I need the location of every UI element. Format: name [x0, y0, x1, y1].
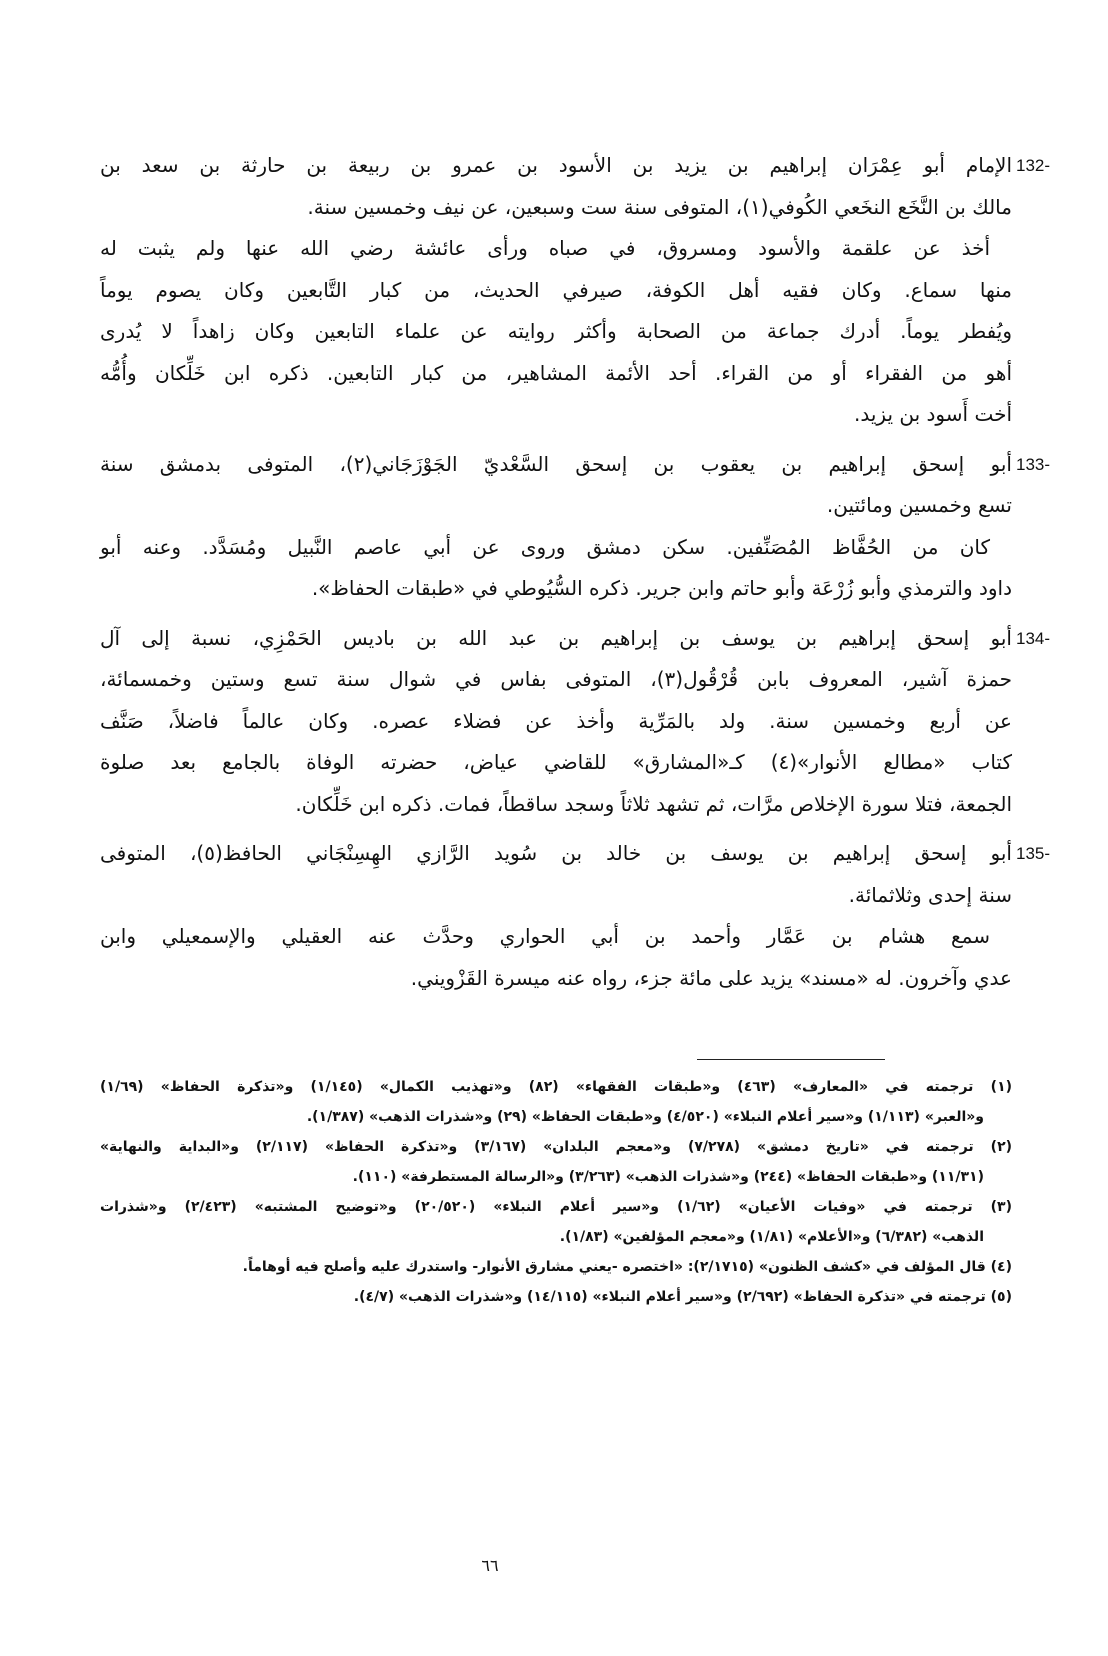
footnote-separator: [697, 1059, 885, 1060]
footnote: [100, 1282, 1012, 1312]
entry-number: 132-: [1016, 156, 1051, 175]
entry-body-line: داود والترمذي وأبو زُرْعَة وأبو حاتم وابن جرير. ذكره السُّيُوطي في «طبقات الحفاظ».: [311, 576, 1012, 600]
footnote: [100, 1132, 1012, 1192]
entry-body-line: أخت أَسود بن يزيد.: [854, 402, 1012, 426]
entry-body-line: سمع هشام بن عَمَّار وأحمد بن أبي الحواري وحدَّث عنه العقيلي والإسمعيلي وابن: [100, 924, 990, 948]
page-number: ٦٦: [481, 1556, 499, 1575]
biography-entry: [100, 444, 1051, 610]
entry-heading-line: [100, 187, 1012, 229]
line-text: مالك بن النَّخَع النخَعي الكُوفي(١)، المتوفى سنة ست وسبعين، عن نيف وخمسين سنة.: [307, 194, 1012, 219]
entry-heading-line: [100, 485, 1012, 527]
entry-heading: [100, 618, 1051, 660]
entry-body-line: ويُفطر يوماً. أدرك جماعة من الصحابة وأكثر روايته عن علماء التابعين وكان زاهداً لا يُدرى: [100, 319, 1012, 343]
main-text: [100, 145, 1051, 999]
footnote-line: و«العبر» (١/١١٣) و«سير أعلام النبلاء» (٤/٥٢٠) و«طبقات الحفاظ» (٢٩) و«شذرات الذهب» (١/٣٨٧).: [306, 1109, 984, 1125]
entry-body-line: أخذ عن علقمة والأسود ومسروق، في صباه ورأى عائشة رضي الله عنها ولم يثبت له: [100, 236, 990, 260]
footnote-line: (٤) قال المؤلف في «كشف الظنون» (٢/١٧١٥): «اختصره -يعني مشارق الأنوار- واستدرك عليه وأصلح فيه أوهاماً.: [242, 1259, 1012, 1275]
entry-body-line: كان من الحُفَّاظ المُصَنِّفين. سكن دمشق وروى عن أبي عاصم النَّبيل ومُسَدَّد. وعنه أبو: [100, 534, 990, 559]
entry-number: 133-: [1016, 454, 1051, 474]
entry-heading-line: [100, 875, 1012, 917]
entry-heading-line: [100, 701, 1012, 743]
entry-number: 135-: [1016, 844, 1051, 863]
biography-entry: [100, 833, 1051, 999]
line-text: سنة إحدى وثلاثمائة.: [848, 882, 1012, 907]
entry-number: 134-: [1016, 628, 1051, 648]
footnotes: [100, 1072, 1012, 1312]
footnote-line: (١) ترجمته في «المعارف» (٤٦٣) و«طبقات الفقهاء» (٨٢) و«تهذيب الكمال» (١/١٤٥) و«تذكرة الحفاظ» (١/٦٩): [100, 1079, 1013, 1095]
line-text: حمزة آشير، المعروف بابن قُرْقُول(٣)، المتوفى بفاس في شوال سنة تسع وستين وخمسمائة،: [100, 667, 1012, 691]
entry-body-line: منها سماع. وكان فقيه أهل الكوفة، صيرفي الحديث، من كبار التَّابعين وكان يصوم يوماً: [100, 277, 1012, 302]
line-text: عن أربع وخمسين سنة. ولد بالمَرِّية وأخذ عن فضلاء عصره. وكان عالماً فاضلاً، صَنَّف: [100, 708, 1012, 733]
footnote-line: (٣) ترجمته في «وفيات الأعيان» (١/٦٢) و«سير أعلام النبلاء» (٢٠/٥٢٠) و«توضيح المشتبه» (٢/٤٢٣) و«شذرات: [100, 1199, 1012, 1215]
line-text: تسع وخمسين ومائتين.: [826, 493, 1012, 517]
footnote-line: (١١/٣١) و«طبقات الحفاظ» (٢٤٤) و«شذرات الذهب» (٣/٢٦٣) و«الرسالة المستطرفة» (١١٠).: [352, 1169, 984, 1185]
entry-body-line: عدي وآخرون. له «مسند» يزيد على مائة جزء، رواه عنه ميسرة القَزْويني.: [410, 965, 1012, 990]
biography-entry: [100, 145, 1051, 436]
line-text: أبو إسحق إبراهيم بن يعقوب بن إسحق السَّعْديّ الجَوْزَجَاني(٢)، المتوفى بدمشق سنة: [100, 451, 1012, 476]
footnote: [100, 1252, 1012, 1282]
page-body: [100, 145, 1051, 1312]
entry-heading: [100, 444, 1051, 486]
entry-heading-line: [100, 659, 1012, 701]
footnote: [100, 1192, 1012, 1252]
line-text: أبو إسحق إبراهيم بن يوسف بن إبراهيم بن عبد الله بن باديس الحَمْزِي، نسبة إلى آل: [100, 625, 1012, 650]
line-text: الجمعة، فتلا سورة الإخلاص مرَّات، ثم تشهد ثلاثاً وسجد ساقطاً، فمات. ذكره ابن خَلِّكان.: [295, 791, 1012, 816]
footnote-line: الذهب» (٦/٣٨٢) و«الأعلام» (١/٨١) و«معجم المؤلفين» (١/٨٣).: [559, 1229, 984, 1245]
footnote-line: (٥) ترجمته في «تذكرة الحفاظ» (٢/٦٩٢) و«سير أعلام النبلاء» (١٤/١١٥) و«شذرات الذهب» (٤/٧).: [353, 1289, 1012, 1305]
entry-heading-line: [100, 742, 1012, 784]
entry-body-line: أهو من الفقراء أو من القراء. أحد الأئمة المشاهير، من كبار التابعين. ذكره ابن خَلِّكان وأُمُّه: [100, 360, 1012, 385]
footnote: [100, 1072, 1012, 1132]
biography-entry: [100, 618, 1051, 826]
footnote-line: (٢) ترجمته في «تاريخ دمشق» (٧/٢٧٨) و«معجم البلدان» (٣/١٦٧) و«تذكرة الحفاظ» (٢/١١٧) و«البداية والنهاية»: [100, 1139, 1013, 1155]
line-text: أبو إسحق إبراهيم بن يوسف بن خالد بن سُويد الرَّازي الهِسِنْجَاني الحافظ(٥)، المتوفى: [100, 841, 1012, 865]
entry-heading: [100, 833, 1051, 875]
line-text: كتاب «مطالع الأنوار»(٤) كـ«المشارق» للقاضي عياض، حضرته الوفاة بالجامع بعد صلوة: [100, 750, 1012, 774]
entry-heading-line: [100, 784, 1012, 826]
line-text: الإمام أبو عِمْرَان إبراهيم بن يزيد بن الأسود بن عمرو بن ربيعة بن حارثة بن سعد بن: [100, 153, 1012, 177]
entry-heading: [100, 145, 1051, 187]
